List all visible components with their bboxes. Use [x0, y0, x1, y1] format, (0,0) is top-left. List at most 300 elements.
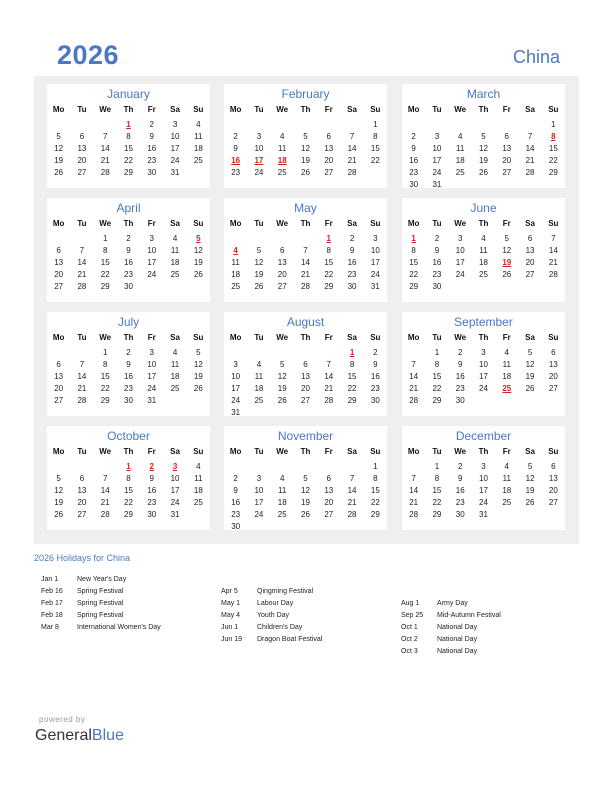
weekday-label: We [454, 333, 467, 342]
holiday-day: 17 [254, 156, 264, 165]
day-cell: 11 [502, 360, 511, 369]
day-cell: 14 [409, 372, 419, 381]
weekday-label: Th [478, 333, 489, 342]
day-cell: 22 [548, 156, 558, 165]
weekday-label: Th [123, 447, 134, 456]
week-row [224, 245, 387, 257]
day-cell: 20 [502, 156, 512, 165]
holiday-entry [401, 634, 501, 646]
day-cell: 26 [525, 498, 535, 507]
day-cell: 19 [54, 156, 64, 165]
holiday-day: 8 [551, 132, 556, 141]
day-cell: 24 [170, 498, 180, 507]
day-cell [271, 233, 294, 245]
day-cell [472, 395, 495, 407]
day-grid [224, 119, 387, 179]
weekday-label: Th [300, 447, 311, 456]
holiday-name: Qingming Festival [257, 588, 314, 595]
weekday-label: Tu [432, 333, 442, 342]
day-cell: 17 [170, 486, 180, 495]
month-name: July [117, 315, 140, 329]
day-cell: 11 [231, 258, 240, 267]
day-cell [472, 179, 495, 191]
day-cell: 17 [147, 372, 157, 381]
day-cell: 20 [54, 270, 64, 279]
day-cell: 17 [479, 486, 488, 495]
day-cell: 3 [256, 132, 262, 141]
day-cell: 13 [548, 474, 558, 483]
holiday-name: Mid-Autumn Festival [437, 612, 501, 619]
day-cell: 5 [303, 474, 308, 483]
day-cell: 21 [347, 498, 357, 507]
day-cell: 28 [301, 282, 310, 291]
day-cell: 27 [548, 498, 558, 507]
day-cell: 12 [54, 144, 64, 153]
day-cell [425, 119, 448, 131]
week-row [47, 485, 210, 497]
day-cell [294, 119, 317, 131]
holidays-title: 2026 Holidays for China [34, 553, 131, 563]
weekday-label: Su [548, 219, 559, 228]
week-row [47, 143, 210, 155]
day-cell: 31 [231, 408, 241, 417]
day-cell: 4 [196, 462, 201, 471]
week-row [47, 347, 210, 359]
holiday-date: Feb 18 [41, 612, 63, 619]
day-cell: 22 [324, 270, 334, 279]
day-grid [402, 461, 565, 521]
day-cell: 25 [170, 384, 180, 393]
week-row [224, 485, 387, 497]
week-row [402, 257, 565, 269]
day-cell: 5 [527, 462, 533, 471]
holiday-name: Youth Day [257, 612, 290, 619]
day-cell: 6 [79, 132, 85, 141]
day-cell: 29 [347, 396, 357, 405]
day-cell: 25 [231, 282, 241, 291]
day-cell: 11 [194, 132, 203, 141]
week-row [47, 233, 210, 245]
day-cell: 29 [409, 282, 419, 291]
week-row [402, 371, 565, 383]
holiday-name: National Day [437, 624, 478, 631]
day-cell: 11 [254, 372, 264, 381]
month-september [402, 312, 565, 416]
week-row [47, 509, 210, 521]
day-cell: 21 [548, 258, 558, 267]
day-cell: 10 [231, 372, 241, 381]
day-cell: 2 [373, 348, 378, 357]
weekday-label: Fr [147, 333, 156, 342]
brand-logo [35, 727, 124, 745]
day-cell: 11 [456, 144, 465, 153]
day-cell [317, 521, 340, 533]
day-cell [495, 119, 518, 131]
day-cell: 4 [279, 132, 285, 141]
day-cell: 2 [457, 462, 463, 471]
holiday-entry [401, 610, 501, 622]
weekday-label: We [99, 219, 112, 228]
day-cell: 16 [370, 372, 380, 381]
day-cell: 1 [373, 120, 378, 129]
day-cell: 18 [479, 258, 488, 267]
day-cell: 18 [170, 372, 180, 381]
holiday-entry [401, 646, 501, 658]
day-cell: 18 [193, 144, 203, 153]
week-row [47, 281, 210, 293]
day-cell: 30 [409, 180, 419, 189]
day-cell: 14 [347, 144, 357, 153]
day-cell: 13 [77, 486, 87, 495]
weekday-header [224, 447, 387, 456]
weekday-label: We [454, 105, 467, 114]
day-cell: 21 [409, 384, 419, 393]
day-cell: 5 [527, 348, 533, 357]
day-cell: 8 [102, 360, 108, 369]
day-cell [294, 233, 317, 245]
day-cell: 26 [254, 282, 264, 291]
day-cell: 4 [457, 132, 463, 141]
day-cell: 17 [432, 156, 442, 165]
day-cell: 20 [77, 498, 87, 507]
day-cell: 21 [100, 498, 110, 507]
day-cell: 23 [455, 384, 465, 393]
day-cell: 7 [527, 132, 533, 141]
weekday-header [224, 333, 387, 342]
day-cell: 27 [77, 510, 87, 519]
day-cell: 28 [100, 510, 110, 519]
day-cell: 27 [525, 270, 535, 279]
day-cell: 21 [324, 384, 334, 393]
weekday-header [47, 105, 210, 114]
day-cell [94, 461, 117, 473]
day-cell: 13 [502, 144, 512, 153]
day-cell [224, 347, 247, 359]
weekday-label: Sa [347, 105, 357, 114]
day-cell: 8 [373, 132, 378, 141]
day-cell: 28 [525, 168, 535, 177]
weekday-label: Mo [229, 105, 242, 114]
day-cell [224, 233, 247, 245]
day-cell [495, 509, 518, 521]
weekday-label: Mo [229, 333, 242, 342]
day-cell: 6 [56, 360, 61, 369]
holiday-name: Labour Day [257, 600, 294, 607]
day-cell: 31 [370, 282, 380, 291]
day-cell: 24 [370, 270, 380, 279]
weekday-header [402, 333, 565, 342]
day-cell [247, 521, 270, 533]
day-cell [294, 407, 317, 419]
weekday-label: Sa [347, 447, 357, 456]
day-cell: 16 [409, 156, 419, 165]
week-row [402, 119, 565, 131]
weekday-label: Su [370, 447, 381, 456]
day-cell: 16 [455, 372, 465, 381]
week-row [224, 281, 387, 293]
day-cell: 27 [324, 168, 334, 177]
day-cell [47, 119, 70, 131]
day-cell: 19 [301, 156, 310, 165]
day-cell: 18 [254, 384, 264, 393]
holiday-date: Jun 1 [221, 624, 239, 631]
day-cell: 1 [434, 348, 440, 357]
week-row [47, 269, 210, 281]
weekday-label: We [454, 219, 467, 228]
day-cell: 9 [126, 246, 131, 255]
day-cell: 30 [124, 282, 133, 291]
week-row [224, 383, 387, 395]
day-cell: 15 [370, 486, 380, 495]
weekday-header [224, 219, 387, 228]
day-cell: 23 [455, 498, 465, 507]
day-cell [340, 407, 363, 419]
day-cell: 21 [100, 156, 110, 165]
day-cell [247, 407, 270, 419]
day-cell: 13 [301, 372, 310, 381]
week-row [402, 383, 565, 395]
month-name: May [294, 201, 317, 215]
day-cell: 1 [373, 462, 378, 471]
day-cell: 6 [279, 246, 285, 255]
day-cell: 30 [455, 510, 465, 519]
week-row [402, 347, 565, 359]
day-cell [247, 461, 270, 473]
day-cell: 17 [455, 258, 465, 267]
week-row [224, 131, 387, 143]
weekday-label: Sa [170, 105, 180, 114]
day-cell: 24 [231, 396, 241, 405]
day-cell: 3 [256, 474, 262, 483]
day-cell: 25 [455, 168, 465, 177]
day-cell: 27 [301, 396, 310, 405]
day-cell: 29 [432, 396, 442, 405]
holiday-date: Oct 1 [401, 624, 418, 631]
day-cell [47, 461, 70, 473]
week-row [224, 233, 387, 245]
day-cell: 1 [551, 120, 556, 129]
day-cell: 4 [504, 462, 509, 471]
day-cell: 24 [147, 384, 157, 393]
day-grid [47, 347, 210, 407]
weekday-label: Th [300, 333, 311, 342]
day-cell: 4 [172, 234, 178, 243]
day-cell: 6 [303, 360, 308, 369]
day-cell: 27 [502, 168, 512, 177]
month-name: August [286, 315, 325, 329]
weekday-label: We [454, 447, 467, 456]
day-cell: 15 [370, 144, 380, 153]
day-cell: 8 [434, 360, 440, 369]
weekday-label: Su [193, 447, 204, 456]
holiday-name: Spring Festival [77, 612, 124, 619]
day-cell: 14 [301, 258, 310, 267]
day-cell: 11 [502, 474, 511, 483]
holiday-name: International Women's Day [77, 624, 161, 631]
day-cell [542, 281, 565, 293]
month-may [224, 198, 387, 302]
holiday-day: 1 [126, 462, 131, 471]
day-cell: 4 [279, 474, 285, 483]
weekday-label: Su [370, 333, 381, 342]
day-cell: 22 [100, 270, 110, 279]
day-cell [247, 119, 270, 131]
weekday-label: Fr [147, 105, 156, 114]
week-row [224, 497, 387, 509]
day-cell: 28 [409, 396, 419, 405]
month-name: April [116, 201, 141, 215]
day-cell: 4 [172, 348, 178, 357]
day-cell: 24 [170, 156, 180, 165]
day-cell [402, 461, 425, 473]
holiday-day: 18 [277, 156, 287, 165]
week-row [47, 257, 210, 269]
day-cell: 6 [527, 234, 533, 243]
holiday-list-column [401, 598, 501, 658]
holiday-date: Feb 17 [41, 600, 63, 607]
day-cell: 22 [409, 270, 419, 279]
weekday-label: Tu [77, 105, 87, 114]
weekday-label: We [99, 105, 112, 114]
day-cell: 3 [172, 120, 178, 129]
day-cell: 21 [77, 384, 87, 393]
day-cell: 4 [196, 120, 201, 129]
holiday-name: National Day [437, 636, 478, 643]
weekday-label: We [276, 219, 289, 228]
day-cell: 10 [170, 474, 180, 483]
day-cell [47, 347, 70, 359]
day-cell: 17 [147, 258, 157, 267]
day-cell: 20 [77, 156, 87, 165]
day-cell: 12 [54, 486, 64, 495]
weekday-label: Fr [147, 219, 156, 228]
weekday-header [47, 447, 210, 456]
week-row [402, 167, 565, 179]
day-cell: 12 [479, 144, 488, 153]
day-cell: 25 [193, 498, 203, 507]
day-cell: 3 [233, 360, 238, 369]
weekday-label: We [276, 447, 289, 456]
day-cell: 30 [124, 396, 133, 405]
weekday-header [402, 219, 565, 228]
day-cell: 18 [502, 486, 512, 495]
day-cell: 16 [231, 498, 241, 507]
day-cell [187, 395, 210, 407]
day-cell: 5 [196, 348, 201, 357]
weekday-label: Th [478, 219, 489, 228]
week-row [224, 521, 387, 533]
month-february [224, 84, 387, 188]
day-cell: 2 [233, 132, 238, 141]
weekday-label: Fr [502, 105, 511, 114]
day-cell: 25 [479, 270, 488, 279]
day-cell: 27 [548, 384, 558, 393]
holiday-name: Dragon Boat Festival [257, 636, 323, 643]
day-cell: 7 [411, 474, 416, 483]
weekday-label: Fr [324, 447, 333, 456]
day-cell: 20 [54, 384, 64, 393]
month-april [47, 198, 210, 302]
holiday-day: 1 [349, 348, 355, 357]
weekday-header [224, 105, 387, 114]
day-cell: 24 [254, 168, 264, 177]
month-june [402, 198, 565, 302]
holiday-list-column [221, 586, 322, 646]
day-cell: 22 [370, 156, 380, 165]
day-cell [518, 395, 541, 407]
day-cell [317, 461, 340, 473]
week-row [47, 155, 210, 167]
day-cell: 7 [303, 246, 308, 255]
day-cell [47, 233, 70, 245]
holiday-date: Oct 2 [401, 636, 418, 643]
day-cell: 10 [254, 486, 264, 495]
day-cell [364, 521, 387, 533]
day-cell: 18 [277, 498, 287, 507]
weekday-label: Sa [170, 447, 180, 456]
weekday-label: Su [370, 219, 381, 228]
month-december [402, 426, 565, 530]
day-cell: 2 [149, 120, 154, 129]
day-cell: 8 [411, 246, 416, 255]
weekday-label: We [99, 447, 112, 456]
holiday-date: Oct 3 [401, 648, 418, 655]
day-cell: 20 [277, 270, 287, 279]
weekday-label: Tu [77, 447, 87, 456]
weekday-label: Th [123, 333, 134, 342]
day-cell: 12 [525, 360, 535, 369]
day-cell: 7 [102, 474, 108, 483]
day-cell: 29 [124, 168, 133, 177]
day-cell: 28 [347, 510, 357, 519]
day-cell [449, 179, 472, 191]
day-cell: 1 [102, 234, 108, 243]
day-grid [47, 119, 210, 179]
day-cell: 9 [149, 132, 154, 141]
day-cell [163, 395, 186, 407]
day-cell: 25 [254, 396, 264, 405]
day-cell: 30 [370, 396, 380, 405]
day-cell: 5 [303, 132, 308, 141]
day-cell [70, 233, 93, 245]
day-cell: 18 [502, 372, 512, 381]
day-cell: 9 [149, 474, 154, 483]
day-cell: 5 [56, 474, 61, 483]
weekday-label: Tu [254, 333, 264, 342]
day-cell: 16 [147, 486, 157, 495]
day-cell [495, 281, 518, 293]
day-cell: 26 [54, 168, 64, 177]
day-cell: 18 [193, 486, 203, 495]
holiday-entry [41, 598, 161, 610]
month-november [224, 426, 387, 530]
day-cell [364, 167, 387, 179]
month-name: November [277, 429, 334, 443]
day-cell: 16 [455, 486, 465, 495]
week-row [47, 167, 210, 179]
week-row [224, 461, 387, 473]
day-cell: 7 [102, 132, 108, 141]
day-grid [224, 233, 387, 293]
day-cell: 13 [54, 372, 64, 381]
month-january [47, 84, 210, 188]
week-row [402, 473, 565, 485]
week-row [47, 461, 210, 473]
day-cell: 2 [349, 234, 355, 243]
day-cell: 20 [324, 156, 334, 165]
day-cell: 12 [525, 474, 535, 483]
weekday-label: Mo [52, 447, 65, 456]
